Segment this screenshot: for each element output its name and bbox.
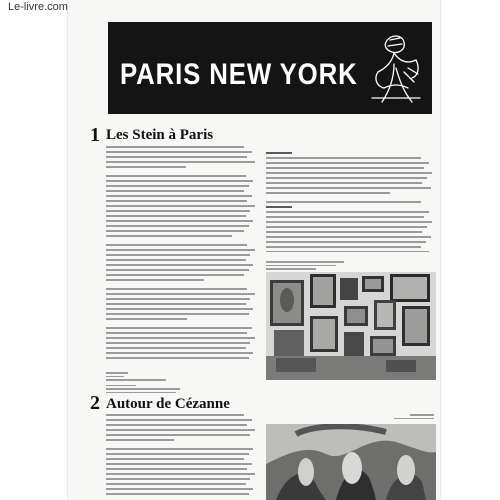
text-line: [106, 342, 250, 344]
sidebar-heading-line: [266, 152, 292, 154]
text-line: [106, 254, 250, 256]
text-line: [106, 448, 253, 450]
text-line: [106, 458, 244, 460]
text-line: [106, 195, 252, 197]
text-line: [266, 241, 426, 243]
text-line: [106, 249, 255, 251]
text-line: [106, 180, 253, 182]
text-line: [106, 230, 244, 232]
text-line: [266, 167, 424, 169]
text-line: [106, 259, 246, 261]
text-line: [106, 269, 249, 271]
text-line: [106, 478, 250, 480]
text-line: [106, 327, 252, 329]
text-line: [106, 225, 249, 227]
text-line: [266, 246, 421, 248]
section-1-text: [106, 146, 256, 366]
text-line: [106, 210, 250, 212]
text-line: [266, 182, 422, 184]
title-banner: [108, 22, 432, 114]
text-line: [266, 221, 432, 223]
sketch-figure-icon: [364, 28, 426, 108]
text-line: [106, 414, 244, 416]
watermark-logo: Le-livre.com: [8, 1, 68, 13]
text-line: [106, 337, 255, 339]
text-line: [266, 226, 427, 228]
text-line: [106, 298, 250, 300]
section-1-title: Les Stein à Paris: [106, 127, 214, 143]
section-1-number: 1: [90, 124, 100, 146]
salon-photograph-image: [266, 272, 436, 380]
text-line: [106, 166, 186, 168]
text-line: [106, 357, 249, 359]
page-title: PARIS NEW YORK: [120, 58, 358, 91]
section-2-number: 2: [90, 392, 100, 414]
text-line: [106, 244, 247, 246]
text-line: [106, 493, 249, 495]
text-line: [106, 215, 246, 217]
document-page: [68, 0, 440, 500]
text-line: [266, 172, 432, 174]
text-line: [106, 220, 253, 222]
text-line: [266, 216, 424, 218]
section-1-caption: [106, 372, 186, 395]
text-line: [266, 162, 429, 164]
text-line: [106, 293, 255, 295]
cezanne-painting-image: [266, 424, 436, 500]
text-line: [266, 187, 431, 189]
text-line: [106, 200, 247, 202]
text-line: [106, 318, 187, 320]
text-line: [266, 201, 421, 203]
text-line: [106, 439, 174, 441]
text-line: [266, 177, 427, 179]
text-line: [106, 313, 249, 315]
photo-caption: [266, 261, 346, 272]
text-line: [106, 308, 253, 310]
text-line: [106, 146, 244, 148]
section-1-sidebar-notes: [266, 150, 434, 252]
text-line: [266, 236, 431, 238]
text-line: [266, 192, 390, 194]
sidebar-heading-line: [266, 206, 292, 208]
text-line: [106, 429, 255, 431]
text-line: [266, 231, 422, 233]
text-line: [106, 185, 249, 187]
section-2-text: [106, 414, 256, 500]
text-line: [106, 151, 252, 153]
text-line: [106, 463, 252, 465]
text-line: [106, 205, 255, 207]
text-line: [106, 303, 246, 305]
text-line: [106, 190, 244, 192]
text-line: [106, 434, 250, 436]
text-line: [106, 161, 255, 163]
text-line: [106, 274, 244, 276]
text-line: [106, 488, 253, 490]
salon-photograph: [266, 272, 436, 380]
text-line: [106, 175, 246, 177]
text-line: [266, 157, 421, 159]
text-line: [106, 424, 247, 426]
text-line: [266, 251, 429, 252]
text-line: [106, 279, 204, 281]
section-2-title: Autour de Cézanne: [106, 396, 230, 412]
text-line: [106, 288, 247, 290]
section-2-photo-caption: [380, 414, 436, 421]
cezanne-painting: [266, 424, 436, 500]
text-line: [106, 419, 252, 421]
text-line: [106, 235, 232, 237]
text-line: [106, 352, 253, 354]
text-line: [106, 468, 247, 470]
text-line: [106, 332, 247, 334]
text-line: [106, 453, 249, 455]
text-line: [106, 264, 253, 266]
text-line: [106, 483, 246, 485]
text-line: [106, 347, 246, 349]
text-line: [266, 211, 429, 213]
text-line: [106, 156, 247, 158]
text-line: [106, 473, 255, 475]
